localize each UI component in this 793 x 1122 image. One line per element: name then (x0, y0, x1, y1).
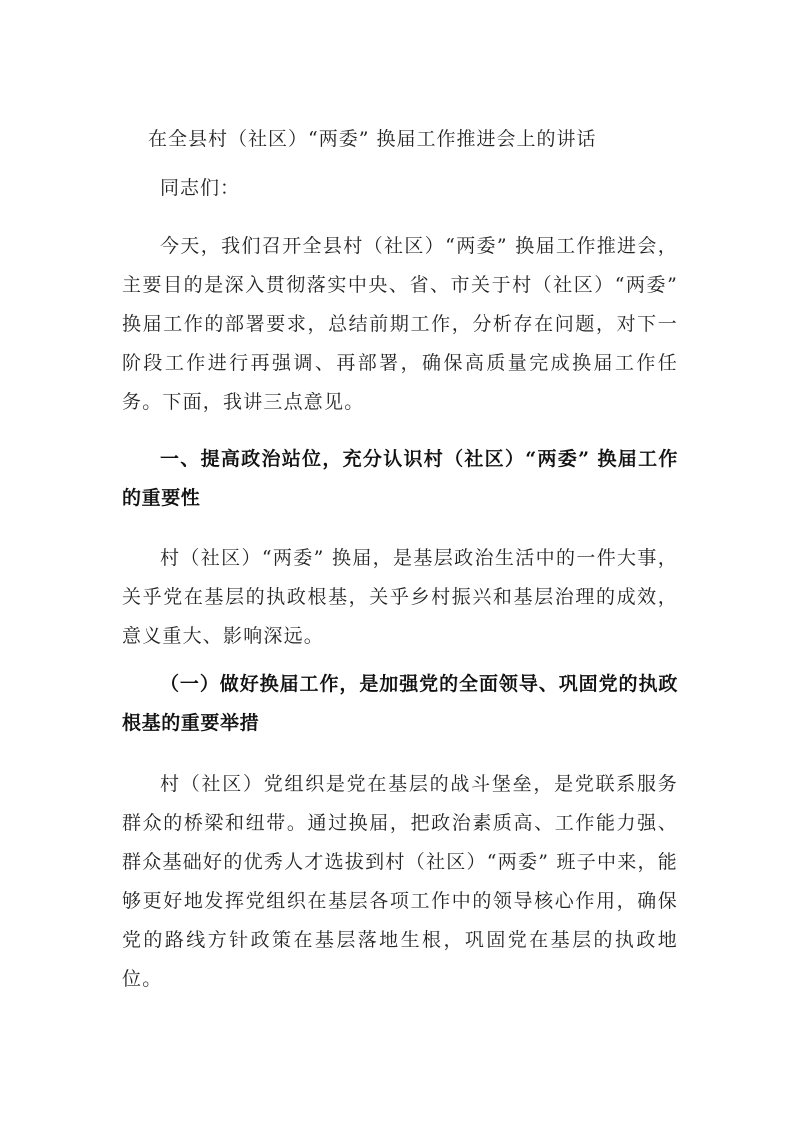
section-heading-1: 一、提高政治站位，充分认识村（社区）“两委” 换届工作的重要性 (122, 448, 678, 509)
paragraph-subsection-1: 村（社区）党组织是党在基层的战斗堡垒，是党联系服务群众的桥梁和纽带。通过换届，把政治素质高、工作能力强、群众基础好的优秀人才选拔到村（社区）“两委” 班子中来，能够更好地发挥党组织在基层各项工作中的领导核心作用，确保党的路线方针政策在基层落地生根，巩固党在基层的执政地位。 (122, 773, 678, 990)
subsection-heading-1: （一）做好换届工作，是加强党的全面领导、巩固党的执政根基的重要举措 (122, 673, 678, 734)
paragraph-section-1: 村（社区）“两委” 换届，是基层政治生活中的一件大事，关乎党在基层的执政根基，关乎乡村振兴和基层治理的成效，意义重大、影响深远。 (122, 547, 678, 647)
salutation: 同志们： (160, 177, 241, 199)
document-title: 在全县村（社区）“两委” 换届工作推进会上的讲话 (148, 128, 597, 150)
paragraph-intro: 今天，我们召开全县村（社区）“两委” 换届工作推进会，主要目的是深入贯彻落实中央、省、市关于村（社区）“两委” 换届工作的部署要求，总结前期工作，分析存在问题，对下一阶段工作进行再强调、再部署，确保高质量完成换届工作任务。下面，我讲三点意见。 (122, 235, 678, 413)
